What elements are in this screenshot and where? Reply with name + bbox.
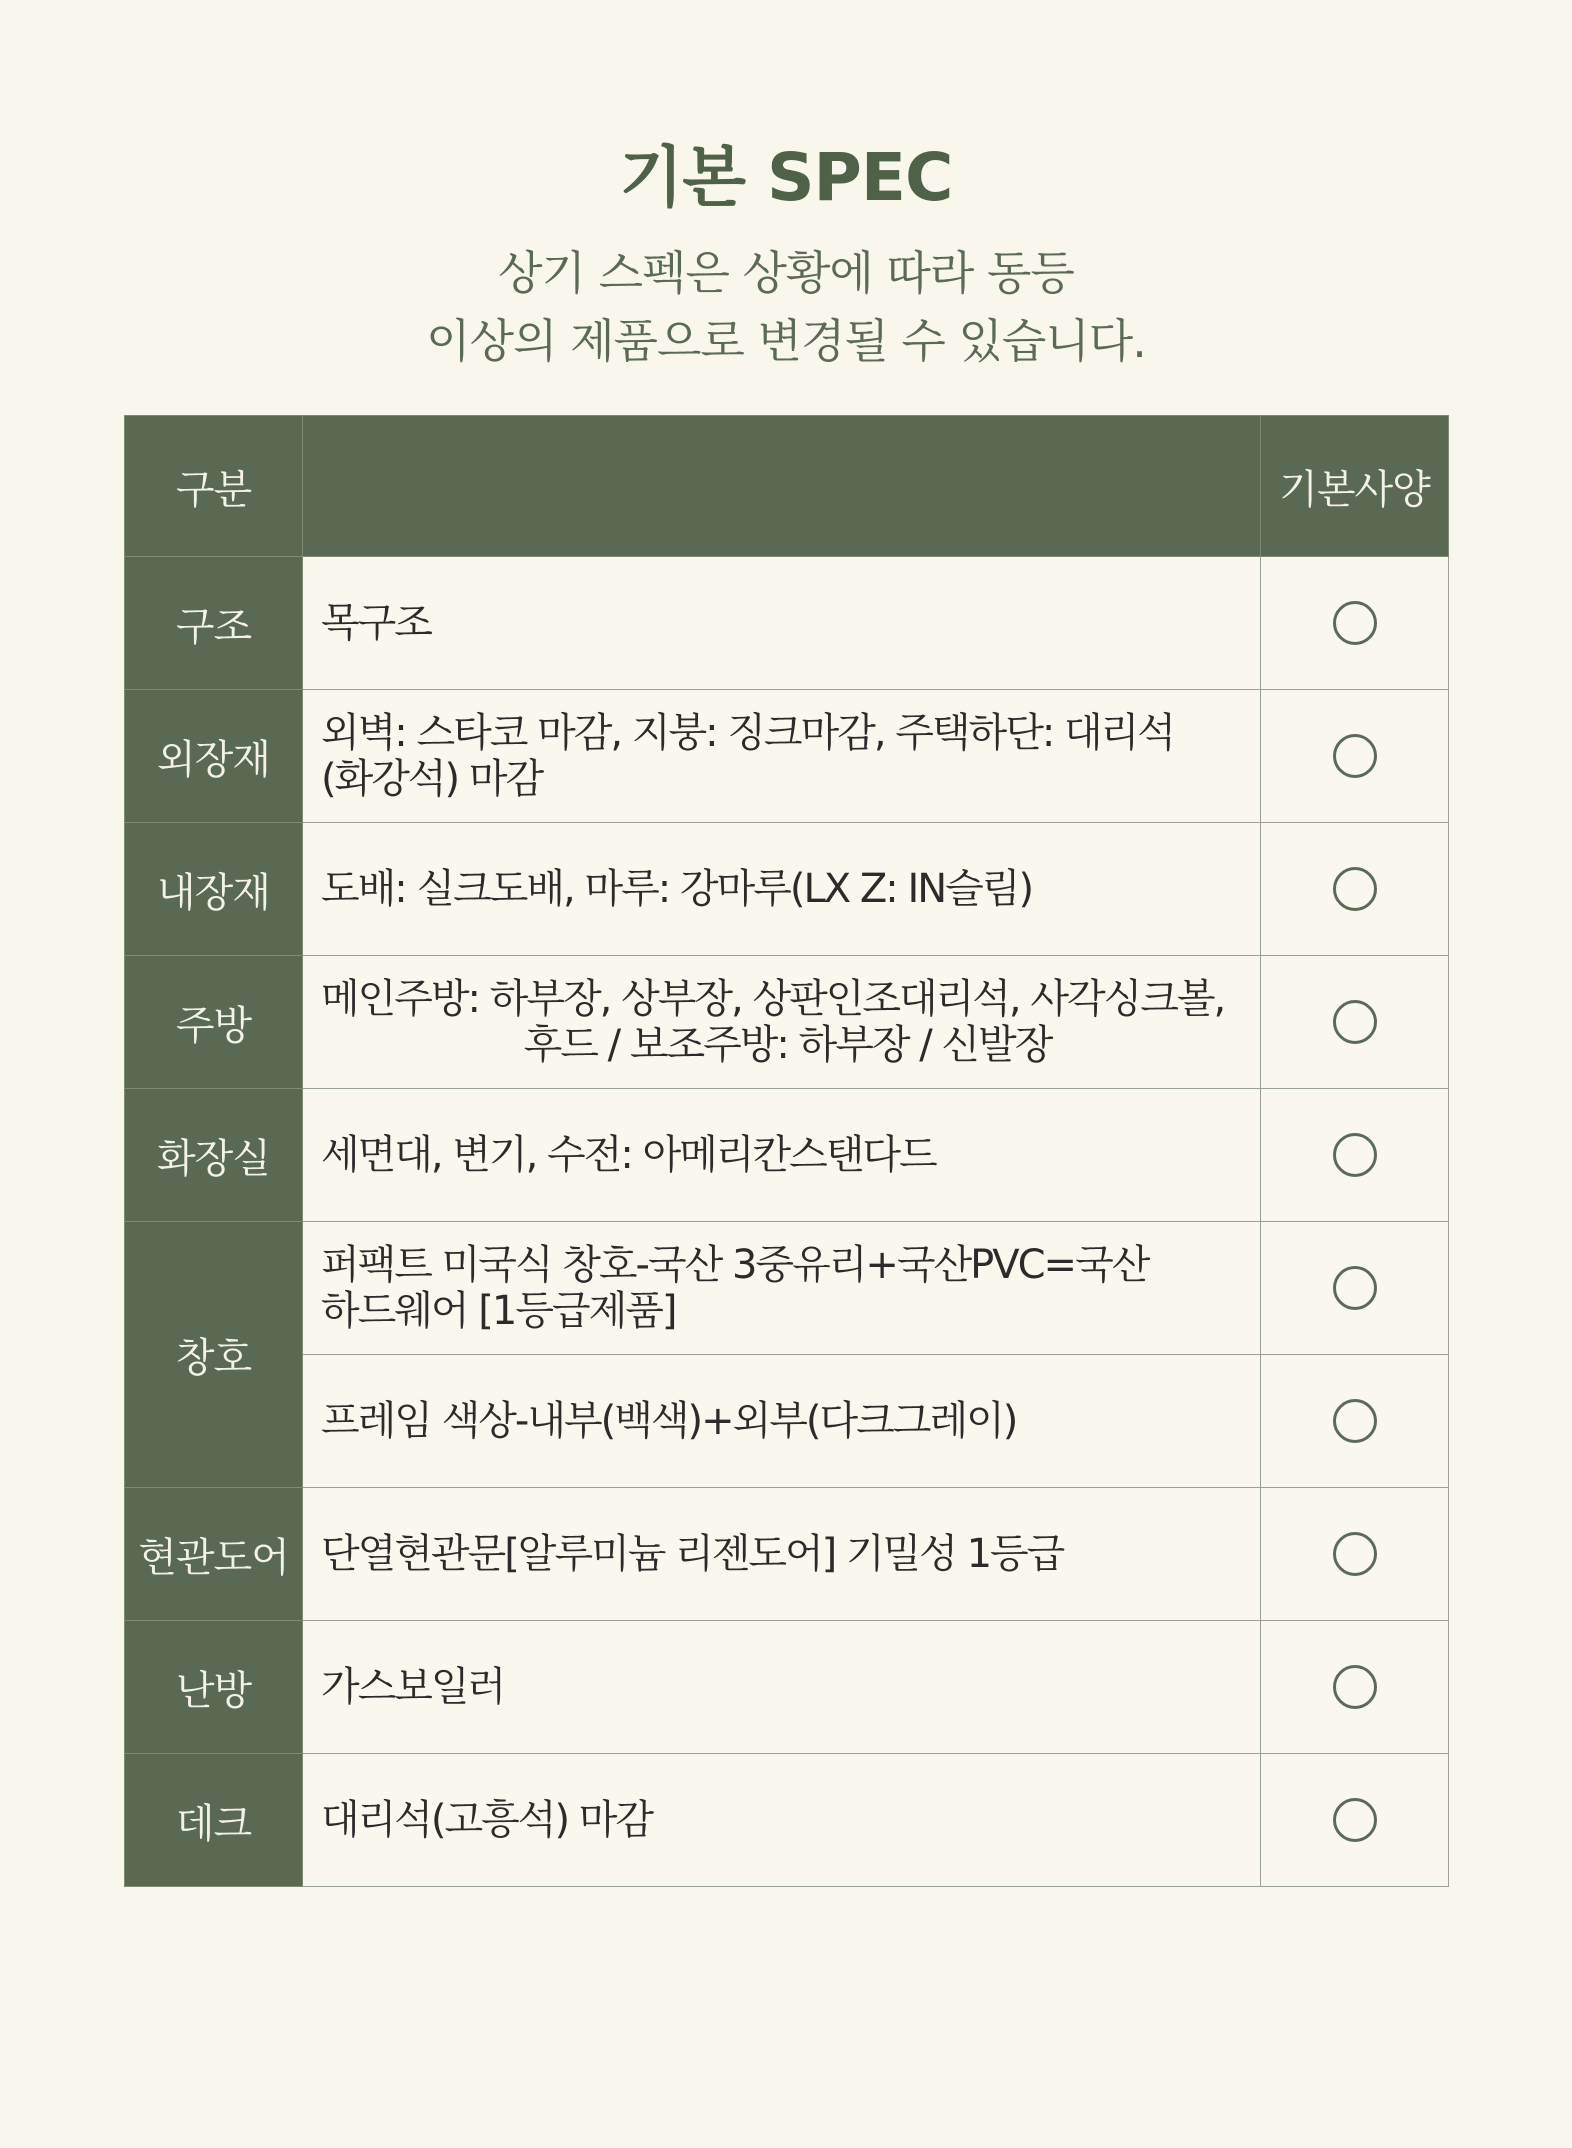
- row-description-line-1: 퍼팩트 미국식 창호-국산 3중유리+국산PVC=국산: [321, 1242, 1149, 1288]
- circle-icon: [1333, 1665, 1377, 1709]
- category-windows: 창호: [125, 1222, 303, 1488]
- category-bathroom: 화장실: [125, 1089, 303, 1222]
- included-mark: [1261, 690, 1449, 823]
- category-kitchen: 주방: [125, 956, 303, 1089]
- header-standard-spec: 기본사양: [1261, 416, 1449, 557]
- table-row: [125, 823, 1449, 956]
- included-mark: [1261, 956, 1449, 1089]
- row-description-line-1: 메인주방: 하부장, 상부장, 상판인조대리석, 사각싱크볼,: [321, 976, 1225, 1022]
- row-description: 세면대, 변기, 수전: 아메리칸스탠다드: [303, 1089, 1261, 1222]
- row-description-line-2: 하드웨어 [1등급제품]: [321, 1288, 676, 1334]
- circle-icon: [1333, 1532, 1377, 1576]
- circle-icon: [1333, 1798, 1377, 1842]
- category-heating: 난방: [125, 1621, 303, 1754]
- included-mark: [1261, 1621, 1449, 1754]
- circle-icon: [1333, 734, 1377, 778]
- header-category: 구분: [125, 416, 303, 557]
- table-row: [125, 557, 1449, 690]
- row-description: [303, 1222, 1261, 1355]
- spec-table: [124, 415, 1449, 1887]
- circle-icon: [1333, 1000, 1377, 1044]
- subtitle-line-2: 이상의 제품으로 변경될 수 있습니다.: [426, 314, 1146, 368]
- circle-icon: [1333, 867, 1377, 911]
- included-mark: [1261, 1222, 1449, 1355]
- category-interior: 내장재: [125, 823, 303, 956]
- table-row: [125, 1621, 1449, 1754]
- included-mark: [1261, 1089, 1449, 1222]
- table-row: [125, 1488, 1449, 1621]
- included-mark: [1261, 823, 1449, 956]
- included-mark: [1261, 1488, 1449, 1621]
- table-header-row: [125, 416, 1449, 557]
- subtitle-line-1: 상기 스펙은 상황에 따라 동등: [498, 246, 1074, 300]
- table-row: [125, 1222, 1449, 1355]
- category-structure: 구조: [125, 557, 303, 690]
- row-description: 도배: 실크도배, 마루: 강마루(LX Z: IN슬림): [303, 823, 1261, 956]
- row-description: 가스보일러: [303, 1621, 1261, 1754]
- circle-icon: [1333, 1266, 1377, 1310]
- included-mark: [1261, 1355, 1449, 1488]
- included-mark: [1261, 1754, 1449, 1887]
- row-description-line-2: (화강석) 마감: [321, 756, 543, 802]
- row-description: [303, 690, 1261, 823]
- row-description: 대리석(고흥석) 마감: [303, 1754, 1261, 1887]
- row-description: 단열현관문[알루미늄 리젠도어] 기밀성 1등급: [303, 1488, 1261, 1621]
- table-row: [125, 1089, 1449, 1222]
- row-description: [303, 956, 1261, 1089]
- page-title: 기본 SPEC: [619, 139, 953, 216]
- table-row: [125, 690, 1449, 823]
- table-row: [125, 1754, 1449, 1887]
- row-description: 프레임 색상-내부(백색)+외부(다크그레이): [303, 1355, 1261, 1488]
- row-description-line-1: 외벽: 스타코 마감, 지붕: 징크마감, 주택하단: 대리석: [321, 710, 1174, 756]
- row-description-line-2: 후드 / 보조주방: 하부장 / 신발장: [523, 1022, 1052, 1068]
- included-mark: [1261, 557, 1449, 690]
- table-row: [125, 1355, 1449, 1488]
- row-description: 목구조: [303, 557, 1261, 690]
- circle-icon: [1333, 1399, 1377, 1443]
- category-exterior: 외장재: [125, 690, 303, 823]
- circle-icon: [1333, 601, 1377, 645]
- category-entrance-door: 현관도어: [125, 1488, 303, 1621]
- table-row: [125, 956, 1449, 1089]
- circle-icon: [1333, 1133, 1377, 1177]
- header-description: [303, 416, 1261, 557]
- category-deck: 데크: [125, 1754, 303, 1887]
